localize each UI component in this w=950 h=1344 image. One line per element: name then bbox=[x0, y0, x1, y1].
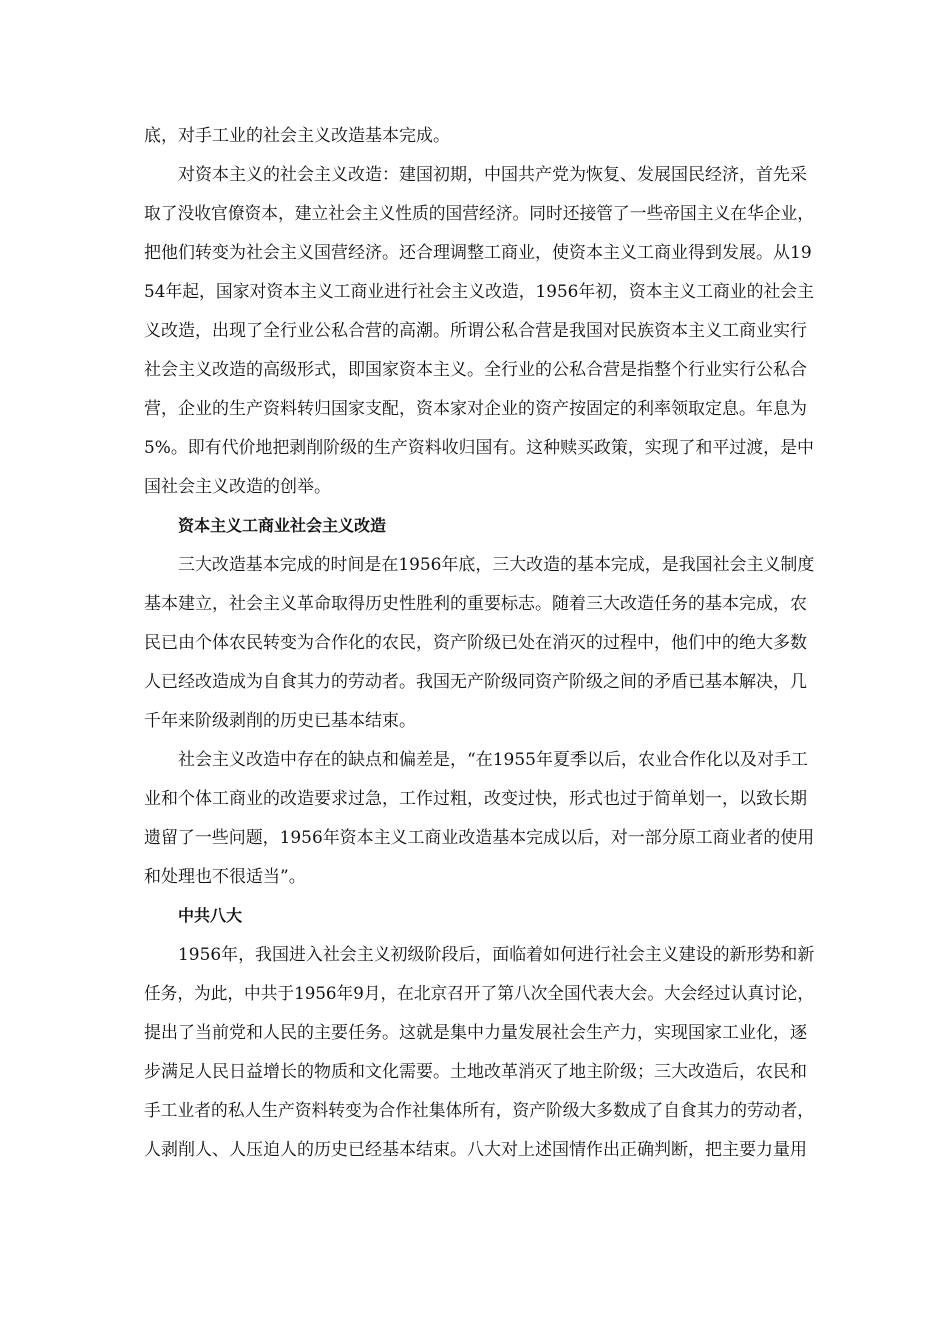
paragraph-line: 社会主义改造的高级形式，即国家资本主义。全行业的公私合营是指整个行业实行公私合 bbox=[144, 360, 807, 380]
paragraph-line: 1956年，我国进入社会主义初级阶段后，面临着如何进行社会主义建设的新形势和新 bbox=[178, 945, 815, 965]
paragraph-line: 义改造，出现了全行业公私合营的高潮。所谓公私合营是我国对民族资本主义工商业实行 bbox=[144, 321, 807, 341]
paragraph-line: 步满足人民日益增长的物质和文化需要。土地改革消灭了地主阶级；三大改造后，农民和 bbox=[144, 1062, 807, 1082]
paragraph-line: 任务，为此，中共于1956年9月，在北京召开了第八次全国代表大会。大会经过认真讨论， bbox=[144, 984, 815, 1004]
paragraph-line: 人已经改造成为自食其力的劳动者。我国无产阶级同资产阶级之间的矛盾已基本解决，几 bbox=[144, 672, 807, 692]
paragraph-line: 三大改造基本完成的时间是在1956年底，三大改造的基本完成，是我国社会主义制度 bbox=[178, 555, 815, 575]
section-heading: 中共八大 bbox=[178, 906, 243, 925]
paragraph-line: 民已由个体农民转变为合作化的农民，资产阶级已处在消灭的过程中，他们中的绝大多数 bbox=[144, 633, 807, 653]
paragraph-line: 遗留了一些问题，1956年资本主义工商业改造基本完成以后，对一部分原工商业者的使用 bbox=[144, 828, 815, 848]
paragraph-line: 营，企业的生产资料转归国家支配，资本家对企业的资产按固定的利率领取定息。年息为 bbox=[144, 399, 807, 419]
paragraph-line: 基本建立，社会主义革命取得历史性胜利的重要标志。随着三大改造任务的基本完成，农 bbox=[144, 594, 807, 614]
paragraph-line: 国社会主义改造的创举。 bbox=[144, 477, 331, 497]
paragraph-line: 提出了当前党和人民的主要任务。这就是集中力量发展社会生产力，实现国家工业化，逐 bbox=[144, 1023, 807, 1043]
paragraph-line: 社会主义改造中存在的缺点和偏差是，“在1955年夏季以后，农业合作化以及对手工 bbox=[178, 750, 808, 770]
paragraph-line: 千年来阶级剥削的历史已基本结束。 bbox=[144, 711, 416, 731]
paragraph-line: 对资本主义的社会主义改造：建国初期，中国共产党为恢复、发展国民经济，首先采 bbox=[178, 165, 807, 185]
paragraph-line: 人剥削人、人压迫人的历史已经基本结束。八大对上述国情作出正确判断，把主要力量用 bbox=[144, 1140, 807, 1160]
paragraph-line: 业和个体工商业的改造要求过急，工作过粗，改变过快，形式也过于简单划一，以致长期 bbox=[144, 789, 807, 809]
section-heading: 资本主义工商业社会主义改造 bbox=[178, 516, 387, 535]
paragraph-line: 和处理也不很适当”。 bbox=[144, 867, 306, 887]
paragraph-line: 底，对手工业的社会主义改造基本完成。 bbox=[144, 126, 450, 146]
paragraph-line: 取了没收官僚资本，建立社会主义性质的国营经济。同时还接管了一些帝国主义在华企业， bbox=[144, 204, 815, 224]
paragraph-line: 5%。即有代价地把剥削阶级的生产资料收归国有。这种赎买政策，实现了和平过渡，是中 bbox=[144, 438, 814, 458]
paragraph-line: 把他们转变为社会主义国营经济。还合理调整工商业，使资本主义工商业得到发展。从19 bbox=[144, 243, 812, 263]
paragraph-line: 手工业者的私人生产资料转变为合作社集体所有，资产阶级大多数成了自食其力的劳动者， bbox=[144, 1101, 815, 1121]
paragraph-line: 54年起，国家对资本主义工商业进行社会主义改造，1956年初，资本主义工商业的社会主 bbox=[144, 282, 814, 302]
